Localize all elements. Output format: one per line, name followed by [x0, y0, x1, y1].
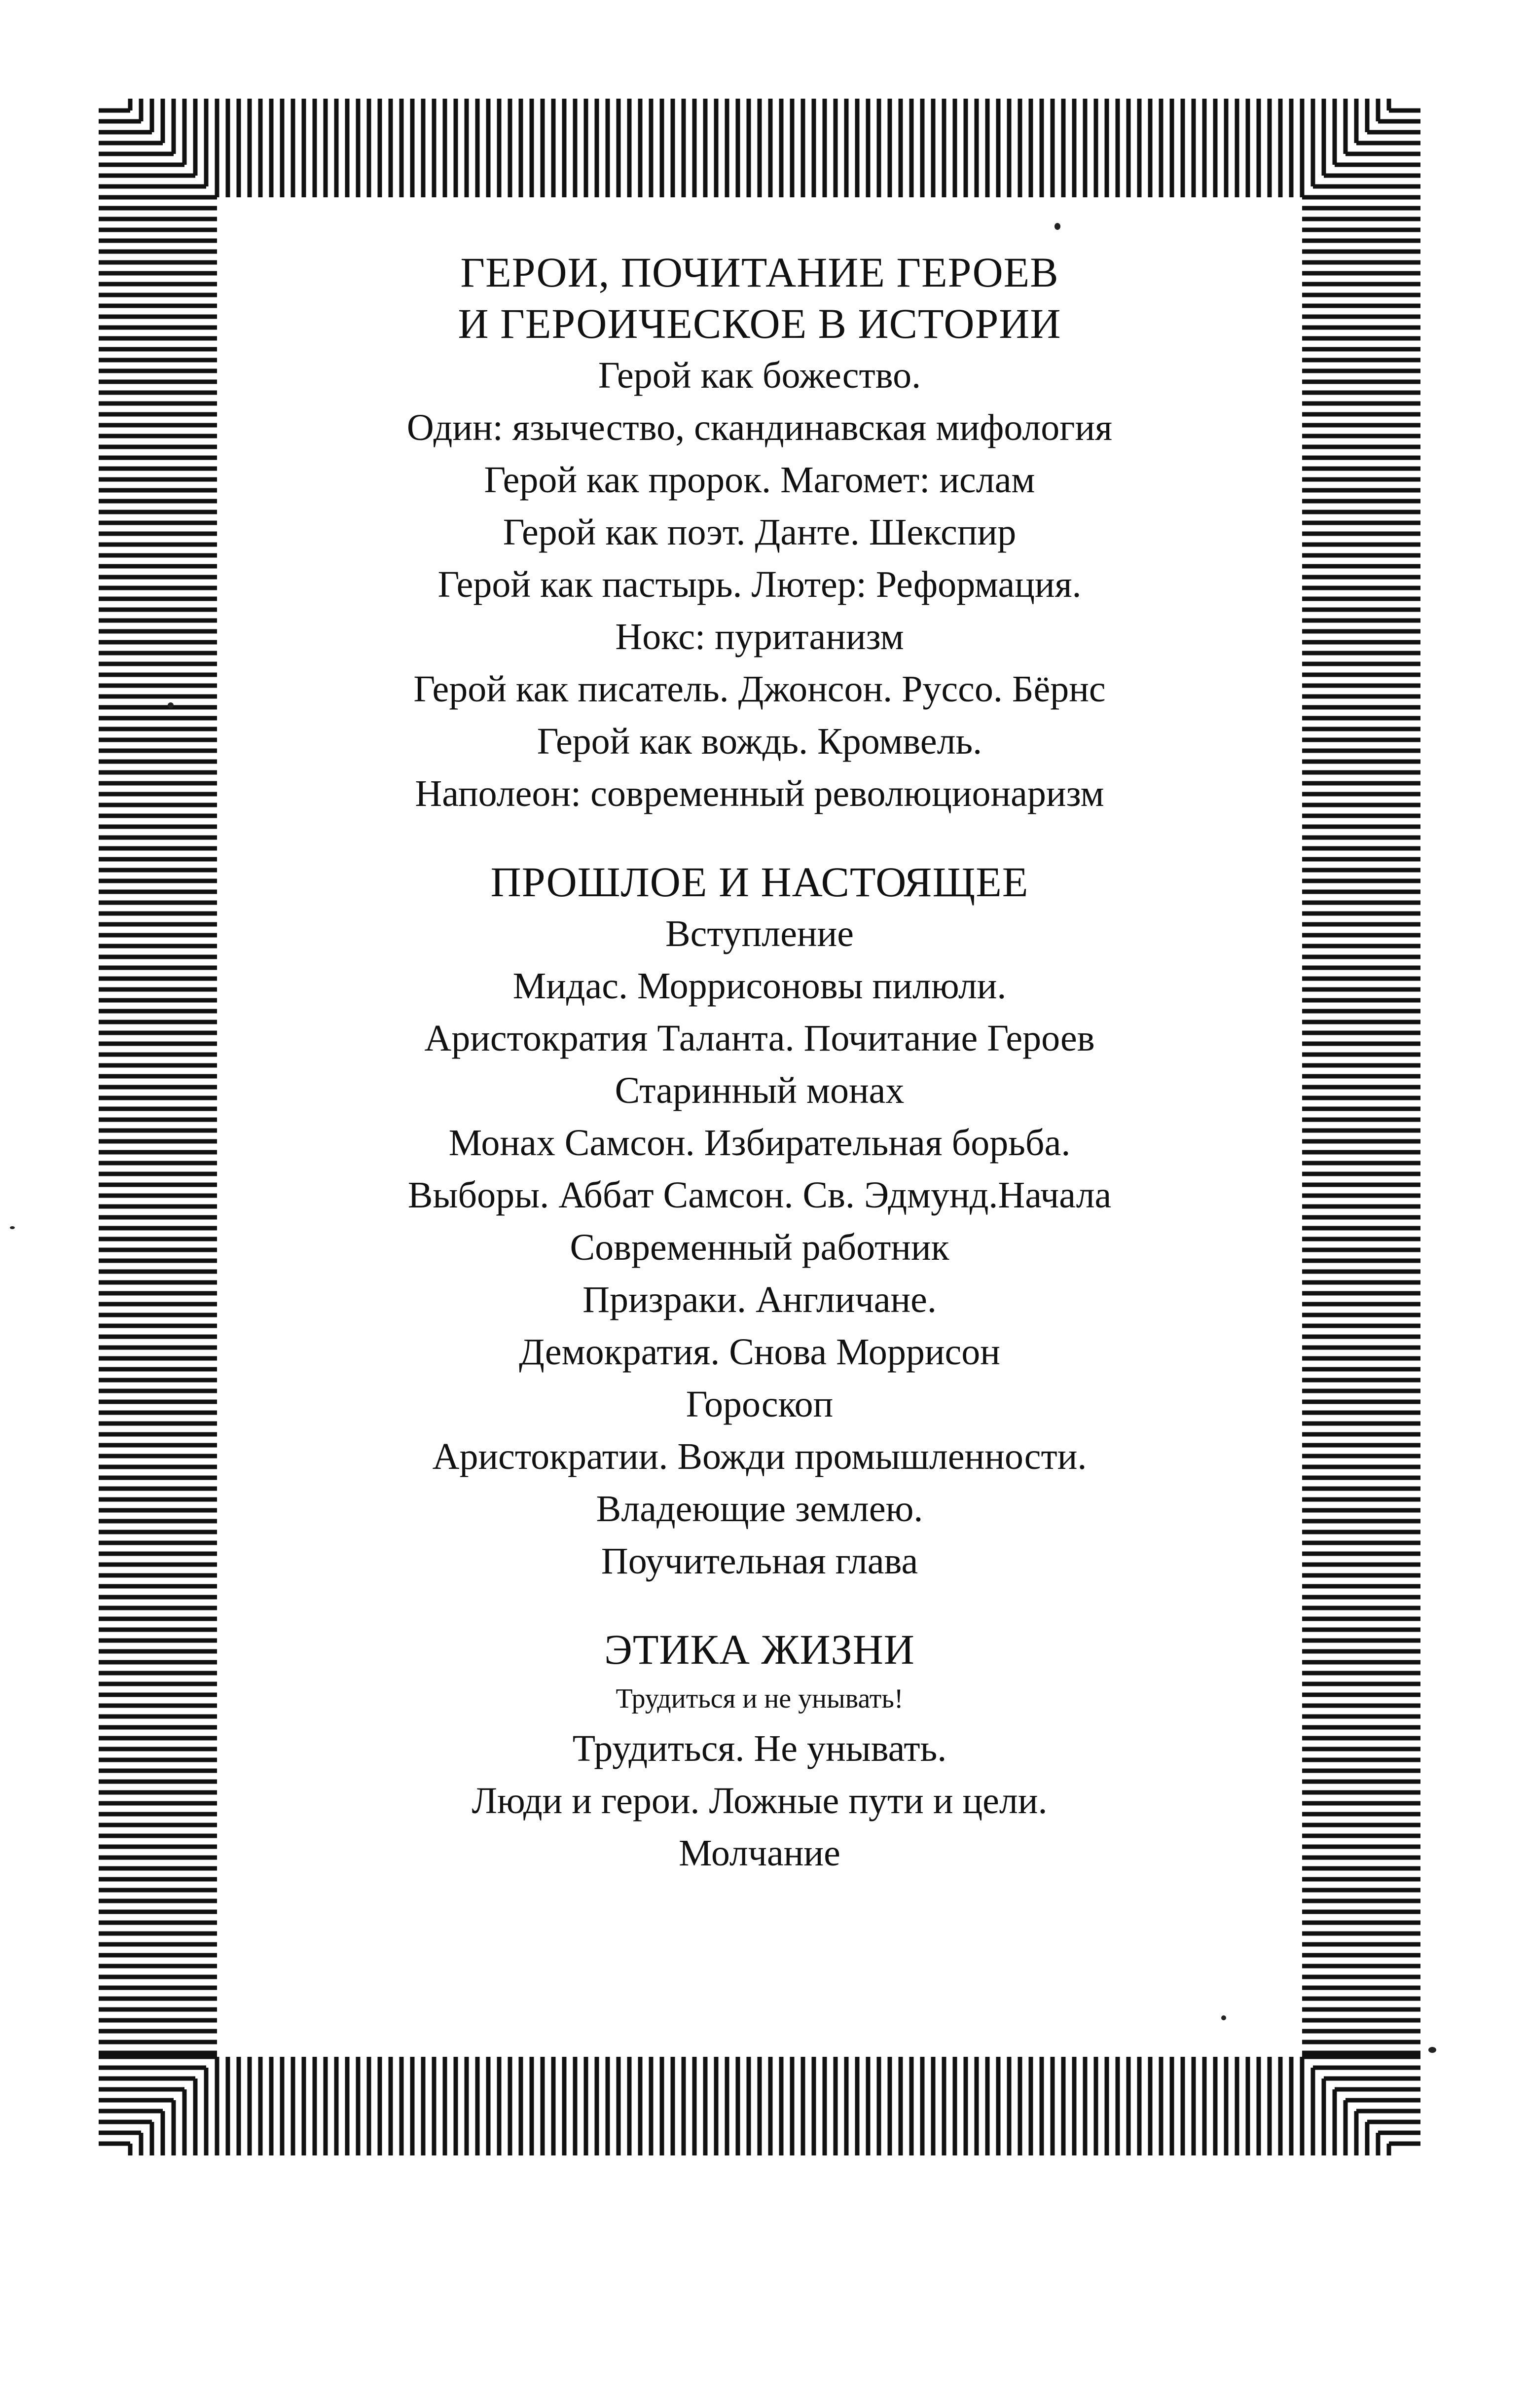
- toc-line: Мидас. Моррисоновы пилюли.: [512, 965, 1007, 1007]
- toc-line: Герой как писатель. Джонсон. Руссо. Бёрнс: [413, 668, 1106, 710]
- toc-line: Вступление: [665, 913, 854, 954]
- section-past-and-present: [217, 856, 1302, 1587]
- toc-line: Герой как пастырь. Лютер: Реформация.: [437, 564, 1082, 605]
- section-title-line: ПРОШЛОЕ И НАСТОЯЩЕЕ: [490, 858, 1029, 906]
- toc-line: Герой как поэт. Данте. Шекспир: [503, 511, 1017, 553]
- section-title-line: ЭТИКА ЖИЗНИ: [604, 1626, 915, 1673]
- section-title-line: И ГЕРОИЧЕСКОЕ В ИСТОРИИ: [458, 300, 1061, 347]
- section-title-line: ГЕРОИ, ПОЧИТАНИЕ ГЕРОЕВ: [460, 249, 1059, 296]
- toc-line: Владеющие землею.: [596, 1488, 923, 1530]
- toc-line: Выборы. Аббат Самсон. Св. Эдмунд.Начала: [407, 1174, 1112, 1216]
- toc-line: Герой как вождь. Кромвель.: [537, 721, 982, 762]
- toc-line: Аристократия Таланта. Почитание Героев: [424, 1018, 1095, 1059]
- scan-speck: [168, 702, 174, 708]
- scan-speck: [1221, 2015, 1226, 2020]
- toc-line: Герой как божество.: [598, 355, 921, 396]
- scan-speck: [1428, 2047, 1436, 2053]
- toc-line: Наполеон: современный революционаризм: [415, 773, 1104, 814]
- section-subtitle: Трудиться и не унывать!: [616, 1683, 904, 1714]
- table-of-contents: [217, 247, 1302, 2003]
- toc-line: Призраки. Англичане.: [582, 1279, 937, 1320]
- toc-line: Молчание: [679, 1832, 840, 1874]
- toc-line: Люди и герои. Ложные пути и цели.: [472, 1780, 1048, 1822]
- section-heroes: [217, 247, 1302, 820]
- toc-line: Гороскоп: [686, 1384, 834, 1425]
- section-ethics-of-life: [217, 1624, 1302, 1879]
- toc-line: Современный работник: [570, 1227, 949, 1268]
- toc-line: Один: язычество, скандинавская мифология: [406, 407, 1113, 448]
- toc-line: Аристократии. Вожди промышленности.: [432, 1436, 1087, 1477]
- scan-speck: [10, 1226, 15, 1229]
- scan-speck: [1054, 223, 1060, 230]
- toc-line: Трудиться. Не унывать.: [572, 1728, 947, 1769]
- toc-line: Старинный монах: [615, 1070, 905, 1111]
- toc-line: Поучительная глава: [601, 1540, 918, 1582]
- toc-line: Монах Самсон. Избирательная борьба.: [448, 1122, 1071, 1164]
- toc-line: Демократия. Снова Моррисон: [519, 1331, 1000, 1373]
- toc-line: Герой как пророк. Магомет: ислам: [484, 459, 1035, 501]
- toc-line: Нокс: пуританизм: [615, 616, 904, 657]
